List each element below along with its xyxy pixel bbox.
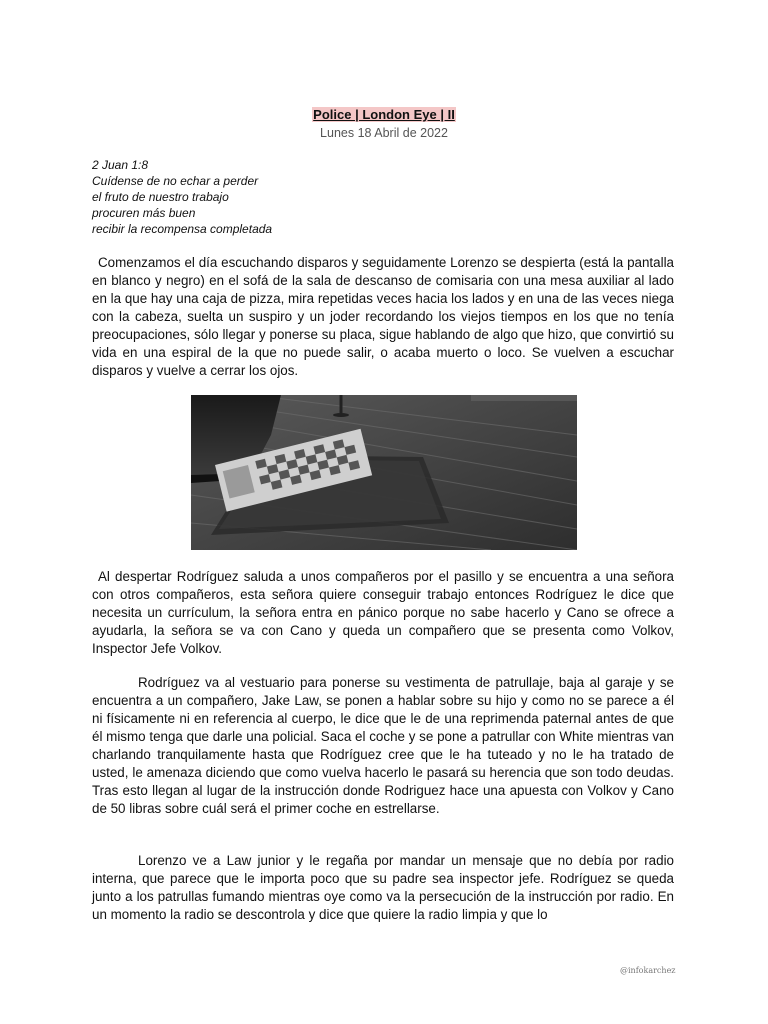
bible-verse [92, 157, 512, 237]
document-date: Lunes 18 Abril de 2022 [320, 126, 448, 140]
verse-line: el fruto de nuestro trabajo [92, 190, 229, 204]
document-title [0, 106, 768, 124]
scene-photo [191, 395, 577, 550]
paragraph-rodriguez-wakes: Al despertar Rodríguez saluda a unos compañeros por el pasillo y se encuentra a una señora con otros compañeros, esta señora quiere conseguir trabajo entonces Rodríguez le dice que necesita un currículum, la señora entra en pánico porque no sabe hacerlo y Cano se ofrece a ayudarla, la señora se va con Cano y queda un compañero que se presenta como Volkov, Inspector Jefe Volkov. [92, 569, 674, 656]
watermark: @infokarchez [620, 966, 676, 975]
verse-line: procuren más buen [92, 206, 196, 220]
document-title-text: Police | London Eye | II [313, 107, 455, 122]
paragraph-radio: Lorenzo ve a Law junior y le regaña por mandar un mensaje que no debía por radio interna, que parece que le importa poco que su padre sea inspector jefe. Rodríguez se queda junto a los patrullas fumando mientras oye como va la persecución de la instrucción por radio. En un momento la radio se descontrola y dice que quiere la radio limpia y que lo [92, 853, 674, 922]
verse-reference: 2 Juan 1:8 [92, 158, 149, 172]
verse-line: recibir la recompensa completada [92, 222, 273, 236]
paragraph-patrol: Rodríguez va al vestuario para ponerse su vestimenta de patrullaje, baja al garaje y se encuentra a un compañero, Jake Law, se ponen a hablar sobre su hijo y como no se parece a él ni físicamente ni en referencia al cuerpo, le dice que le de una reprimenda paternal antes de que él mismo tenga que darle una policial. Saca el coche y se pone a patrullar con White mientras van charlando tranquilamente hasta que Rodríguez cree que le ha tuteado y no le ha tratado de usted, le amenaza diciendo que como vuelva hacerlo le pasará su herencia que son todo deudas. Tras esto llegan al lugar de la instrucción donde Rodriguez hace una apuesta con Volkov y Cano de 50 libras sobre cuál será el primer coche en estrellarse. [92, 675, 674, 816]
verse-line: Cuídense de no echar a perder [92, 174, 259, 188]
scene-photo-image [191, 395, 577, 550]
paragraph-intro: Comenzamos el día escuchando disparos y seguidamente Lorenzo se despierta (está la pantalla en blanco y negro) en el sofá de la sala de descanso de comisaria con una mesa auxiliar al lado en la que hay una caja de pizza, mira repetidas veces hacia los lados y en una de las veces niega con la cabeza, suelta un suspiro y un joder recordando los viejos tiempos en los que no tenía preocupaciones, sólo llegar y ponerse su placa, sigue hablando de algo que hizo, que convirtió su vida en una espiral de la que no puede salir, o acaba muerto o loco. Se vuelven a escuchar disparos y vuelve a cerrar los ojos. [92, 255, 674, 378]
